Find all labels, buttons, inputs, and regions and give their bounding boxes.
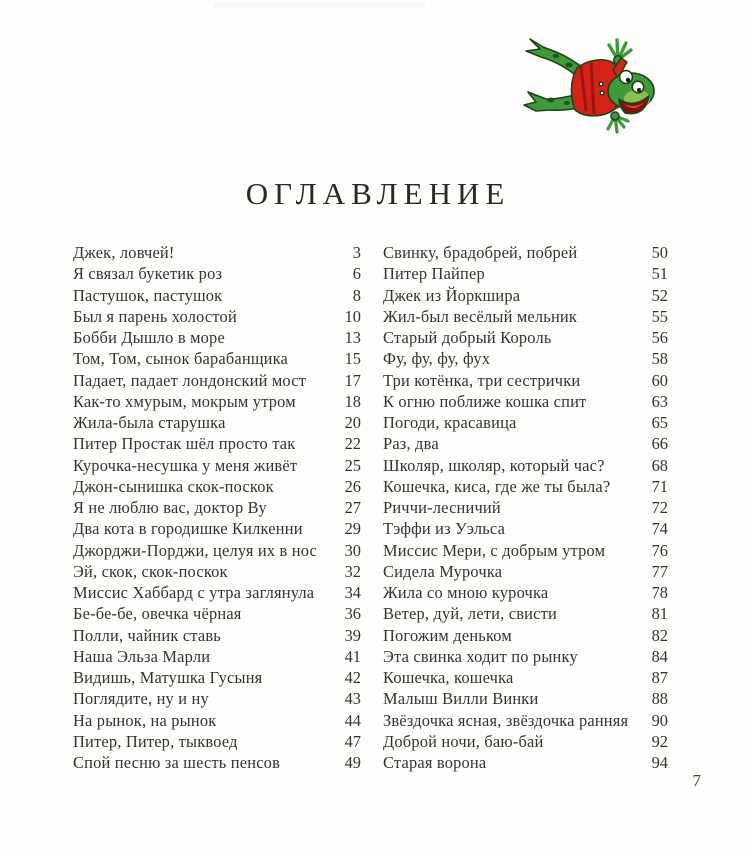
toc-entry-page: 56 [651,328,668,347]
toc-entry-page: 94 [651,753,668,772]
toc-entry-title: Джек из Йоркшира [383,285,521,305]
toc-entry-page: 34 [344,583,361,602]
toc-entry-title: Два кота в городишке Килкенни [73,519,303,539]
toc-entry-page: 36 [344,604,361,624]
toc-entry [73,412,361,433]
toc-entry [383,752,668,773]
toc-entry [383,540,668,561]
toc-entry-page: 27 [344,498,361,517]
toc-entry-page: 58 [651,349,668,369]
toc-entry [383,391,668,412]
toc-entry-title: Малыш Вилли Винки [383,689,539,709]
leaping-frog-svg [523,36,670,143]
toc-entry-page: 71 [651,476,668,496]
toc-entry [73,327,361,348]
toc-entry [383,625,668,646]
toc-entry-title: Полли, чайник ставь [73,625,221,645]
toc-entry-title: Погоди, красавица [383,413,517,432]
toc-entry [383,497,668,518]
toc-entry-page: 81 [651,604,668,624]
toc-entry [383,370,668,391]
toc-entry-page: 82 [651,625,668,645]
toc-entry-title: Пастушок, пастушок [73,285,223,305]
toc-entry-title: Курочка-несушка у меня живёт [73,455,298,475]
toc-entry-title: На рынок, на рынок [73,710,217,730]
toc-entry-title: Сидела Мурочка [383,561,503,581]
toc-entry-page: 10 [344,306,361,326]
toc-entry-page: 88 [651,689,668,709]
toc-entry [73,731,361,752]
toc-entry-title: Жила-была старушка [73,413,226,432]
toc-entry-page: 18 [344,391,361,411]
toc-entry [73,646,361,667]
toc-entry-title: Школяр, школяр, который час? [383,455,605,475]
toc-entry-page: 44 [344,710,361,730]
toc-entry [383,710,668,731]
toc-entry [73,625,361,646]
toc-entry-title: Жила со мною курочка [383,583,549,602]
toc-entry-page: 43 [344,689,361,709]
toc-entry-title: Бобби Дышло в море [73,328,225,347]
toc-entry-title: Питер, Питер, тыквоед [73,731,238,751]
toc-entry-title: Эта свинка ходит по рынку [383,646,578,666]
toc-entry-page: 49 [344,753,361,772]
toc-entry-title: Поглядите, ну и ну [73,689,209,709]
toc-entry-page: 15 [344,349,361,369]
toc-entry-title: Жил-был весёлый мельник [383,306,578,326]
toc-entry-title: Том, Том, сынок барабанщика [73,349,289,369]
toc-entry-page: 76 [651,540,668,560]
toc-entry-title: Был я парень холостой [73,306,237,326]
toc-entry-page: 87 [651,668,668,687]
toc-entry [383,306,668,327]
toc-entry-title: Джорджи-Порджи, целуя их в нос [73,540,318,560]
toc-entry-page: 65 [651,413,668,432]
toc-entry-page: 72 [651,498,668,517]
toc-entry [73,348,361,369]
toc-entry-page: 29 [344,519,361,539]
toc-entry [73,370,361,391]
toc-entry-title: Эй, скок, скок-поскок [73,561,228,581]
toc-entry [383,263,668,284]
toc-entry-page: 78 [651,583,668,602]
toc-entry-page: 66 [651,434,668,454]
toc-entry-title: Кошечка, киса, где же ты была? [383,476,611,496]
toc-entry [383,285,668,306]
toc-entry-title: Риччи-лесничий [383,498,501,517]
toc-entry-title: Старый добрый Король [383,328,552,347]
toc-entry-title: Звёздочка ясная, звёздочка ранняя [383,710,629,730]
toc-entry-page: 8 [352,285,361,305]
toc-entry-page: 50 [651,243,668,262]
toc-entry [73,391,361,412]
toc-entry [383,688,668,709]
toc-entry-page: 55 [651,306,668,326]
toc-entry-title: Свинку, брадобрей, побрей [383,243,578,262]
toc-entry-title: Доброй ночи, баю-бай [383,731,544,751]
toc-entry-page: 52 [651,285,668,305]
page-title: ОГЛАВЛЕНИЕ [245,176,511,211]
toc-entry-title: Три котёнка, три сестрички [383,370,581,390]
toc-entry [383,455,668,476]
toc-entry-title: Раз, два [383,434,439,454]
toc-entry-title: Я не люблю вас, доктор Ву [73,498,267,517]
toc-entry [383,518,668,539]
toc-entry [383,327,668,348]
toc-entry-title: Спой песню за шесть пенсов [73,753,281,772]
toc-entry-title: Питер Простак шёл просто так [73,434,296,454]
toc-entry-title: Джек, ловчей! [73,243,175,262]
toc-entry-page: 17 [344,370,361,390]
toc-entry [73,242,361,263]
toc-entry-page: 22 [344,434,361,454]
toc-entry [73,497,361,518]
toc-entry-page: 51 [651,264,668,284]
toc-entry [73,752,361,773]
toc-entry-title: Наша Эльза Марли [73,646,211,666]
toc-entry-page: 26 [344,476,361,496]
toc-entry [383,582,668,603]
table-of-contents [73,242,668,773]
toc-entry-title: Джон-сынишка скок-поскок [73,476,274,496]
toc-entry-title: Бе-бе-бе, овечка чёрная [73,604,242,624]
toc-entry [383,476,668,497]
toc-entry [73,263,361,284]
toc-entry [73,476,361,497]
toc-entry-page: 32 [344,561,361,581]
toc-entry-page: 47 [344,731,361,751]
toc-entry-title: Кошечка, кошечка [383,668,514,687]
toc-entry [73,518,361,539]
toc-entry-title: Миссис Хаббард с утра заглянула [73,583,315,602]
toc-entry-page: 63 [651,391,668,411]
toc-entry [73,603,361,624]
toc-entry [383,667,668,688]
toc-entry [383,646,668,667]
toc-entry-page: 13 [344,328,361,347]
toc-entry-page: 30 [344,540,361,560]
toc-entry [73,455,361,476]
toc-entry-title: Видишь, Матушка Гусыня [73,668,263,687]
toc-column-left [73,242,361,773]
toc-entry [73,433,361,454]
toc-entry-page: 20 [344,413,361,432]
scan-artifact [213,2,425,8]
toc-entry-page: 77 [651,561,668,581]
toc-entry [73,540,361,561]
toc-entry [383,731,668,752]
toc-entry-title: Старая ворона [383,753,487,772]
toc-entry-title: Питер Пайпер [383,264,485,284]
toc-entry [73,667,361,688]
toc-entry-page: 39 [344,625,361,645]
toc-entry-page: 68 [651,455,668,475]
toc-entry [383,561,668,582]
toc-entry [73,285,361,306]
toc-entry-title: К огню поближе кошка спит [383,391,587,411]
toc-entry-page: 74 [651,519,668,539]
toc-entry [73,710,361,731]
toc-entry [73,582,361,603]
toc-entry [383,433,668,454]
toc-entry-title: Я связал букетик роз [73,264,223,284]
toc-entry-page: 90 [651,710,668,730]
toc-column-right [383,242,668,773]
toc-entry [73,688,361,709]
toc-entry [73,561,361,582]
leaping-frog-illustration [523,36,670,143]
toc-entry-title: Фу, фу, фу, фух [383,349,491,369]
toc-entry [383,412,668,433]
toc-entry-page: 25 [344,455,361,475]
toc-entry-title: Ветер, дуй, лети, свисти [383,604,557,624]
toc-entry [383,348,668,369]
toc-entry-page: 84 [651,646,668,666]
toc-entry-title: Падает, падает лондонский мост [73,370,307,390]
toc-entry-title: Как-то хмурым, мокрым утром [73,391,296,411]
toc-entry-title: Миссис Мери, с добрым утром [383,540,606,560]
toc-entry-title: Тэффи из Уэльса [383,519,506,539]
toc-entry-page: 41 [344,646,361,666]
toc-entry [383,603,668,624]
toc-entry-page: 60 [651,370,668,390]
page-number: 7 [692,771,701,790]
toc-entry [73,306,361,327]
toc-entry-title: Погожим деньком [383,625,512,645]
toc-entry-page: 6 [352,264,361,284]
toc-entry-page: 3 [352,243,361,262]
toc-entry-page: 42 [344,668,361,687]
toc-entry [383,242,668,263]
toc-entry-page: 92 [651,731,668,751]
